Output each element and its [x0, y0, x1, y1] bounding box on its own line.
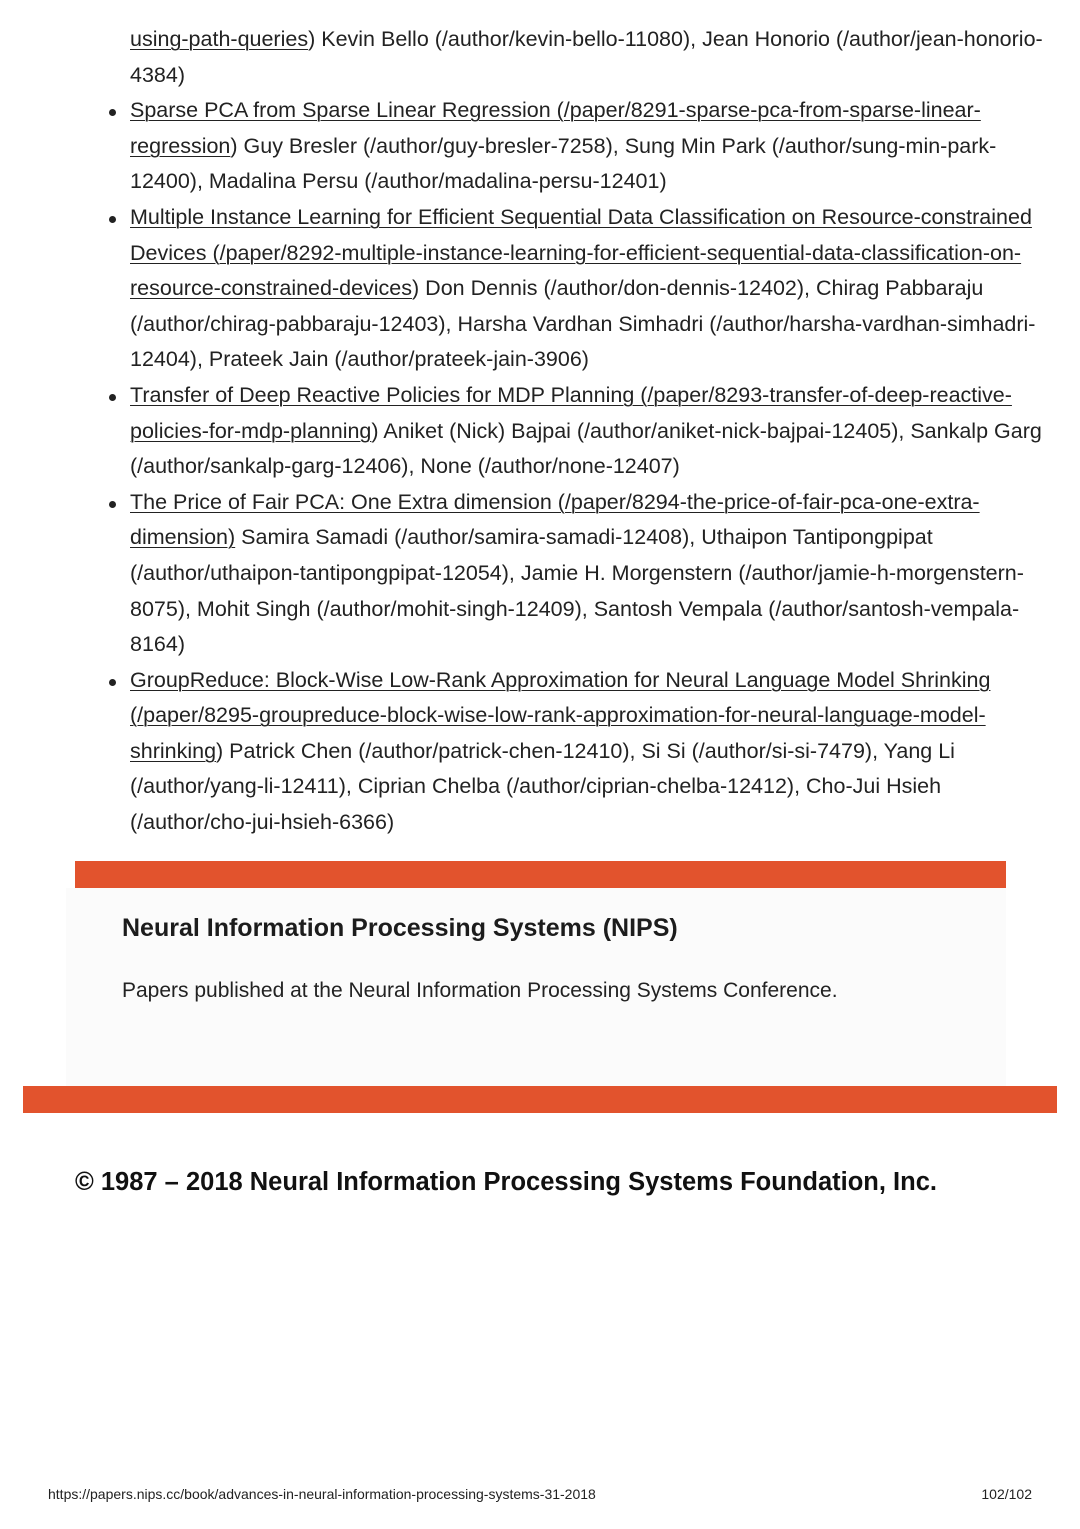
list-item — [130, 200, 1060, 378]
paper-authors: ) Don Dennis (/author/don-dennis-12402), Chirag Pabbaraju (/author/chirag-pabbaraju-12403), Harsha Vardhan Simhadri (/author/harsha-vardhan-simhadri-12404), Prateek Jain (/author/prateek-jain-3906) — [130, 276, 1036, 372]
paper-link[interactable]: using-path-queries — [130, 27, 309, 51]
copyright-notice: © 1987 – 2018 Neural Information Processing Systems Foundation, Inc. — [75, 1168, 937, 1196]
footer-url: https://papers.nips.cc/book/advances-in-neural-information-processing-systems-31-2018 — [48, 1486, 596, 1502]
paper-authors: ) Guy Bresler (/author/guy-bresler-7258), Sung Min Park (/author/sung-min-park-12400), Madalina Persu (/author/madalina-persu-12401) — [130, 133, 997, 194]
list-item — [130, 485, 1060, 663]
page-number: 102/102 — [981, 1486, 1032, 1502]
nips-description: Papers published at the Neural Information Processing Systems Conference. — [122, 979, 838, 1002]
paper-list — [100, 22, 1060, 841]
paper-link[interactable]: Transfer of Deep Reactive Policies for MDP Planning (/paper/8293-transfer-of-deep-reactive-policies-for-mdp-planning — [130, 382, 1012, 443]
paper-link[interactable]: GroupReduce: Block-Wise Low-Rank Approximation for Neural Language Model Shrinking (/paper/8295-groupreduce-block-wise-low-rank-approximation-for-neural-language-model-shrinking — [130, 667, 991, 763]
list-item — [130, 93, 1060, 200]
accent-bar-bottom — [23, 1086, 1057, 1113]
paper-authors: ) Patrick Chen (/author/patrick-chen-12410), Si Si (/author/si-si-7479), Yang Li (/author/yang-li-12411), Ciprian Chelba (/author/ciprian-chelba-12412), Cho-Jui Hsieh (/author/cho-jui-hsieh-6366) — [130, 738, 955, 835]
paper-authors: ) Aniket (Nick) Bajpai (/author/aniket-nick-bajpai-12405), Sankalp Garg (/author/sankalp-garg-12406), None (/author/none-12407) — [130, 418, 1042, 479]
paper-link[interactable]: Sparse PCA from Sparse Linear Regression (/paper/8291-sparse-pca-from-sparse-linear-regression — [130, 98, 981, 158]
list-item — [130, 663, 1060, 841]
accent-bar-top — [75, 861, 1006, 888]
paper-link[interactable]: Multiple Instance Learning for Efficient Sequential Data Classification on Resource-constrained Devices (/paper/8292-multiple-instance-learning-for-efficient-sequential-data-classification-on-resource-constrained-devices — [130, 204, 1032, 301]
list-item — [130, 378, 1060, 485]
nips-title: Neural Information Processing Systems (NIPS) — [122, 914, 678, 942]
paper-authors: ) Kevin Bello (/author/kevin-bello-11080), Jean Honorio (/author/jean-honorio-4384) — [130, 27, 1043, 87]
list-item — [130, 22, 1060, 93]
paper-authors: Samira Samadi (/author/samira-samadi-12408), Uthaipon Tantipongpipat (/author/uthaipon-tantipongpipat-12054), Jamie H. Morgenstern (/author/jamie-h-morgenstern-8075), Mohit Singh (/author/mohit-singh-12409), Santosh Vempala (/author/santosh-vempala-8164) — [130, 525, 1024, 657]
paper-link[interactable]: The Price of Fair PCA: One Extra dimension (/paper/8294-the-price-of-fair-pca-one-extra-dimension) — [130, 489, 980, 550]
